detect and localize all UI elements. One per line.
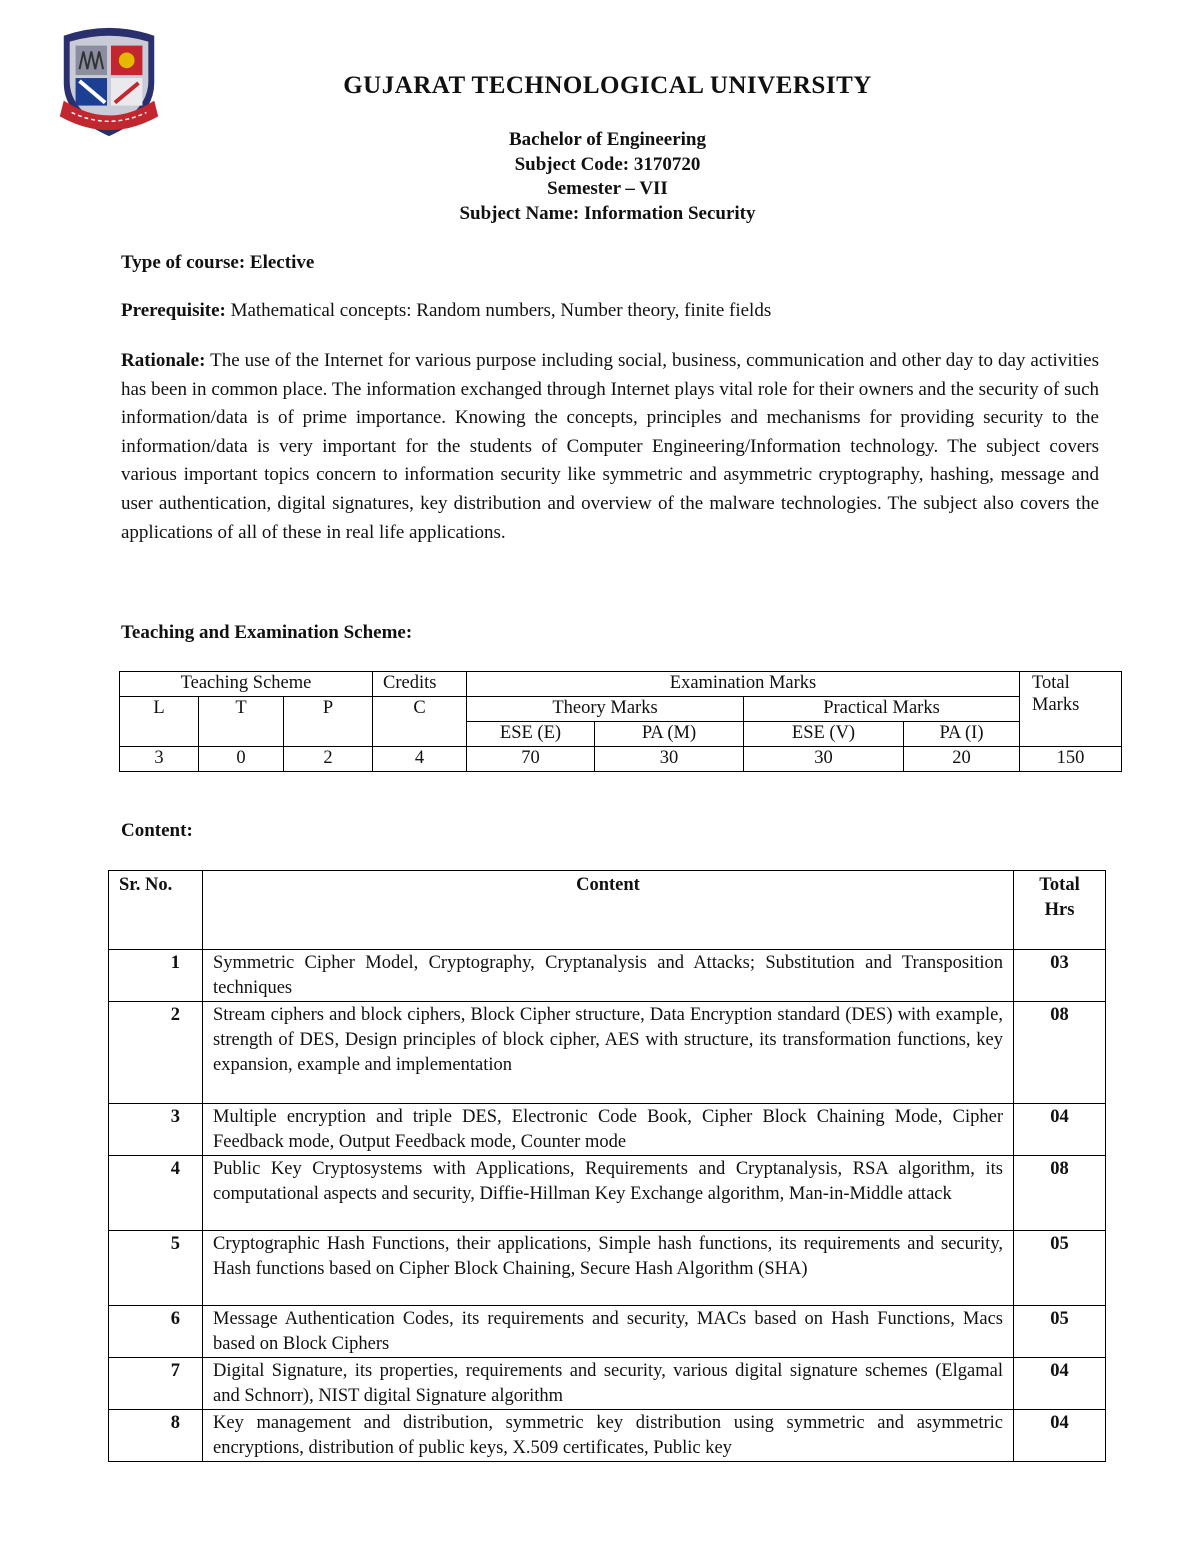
row-hours: 04 [1014, 1104, 1106, 1156]
table-header-cell: ESE (V) [744, 722, 904, 747]
table-row [120, 747, 1122, 772]
table-row [109, 1156, 1106, 1231]
row-content: Public Key Cryptosystems with Applications, Requirements and Cryptanalysis, RSA algorithm, its computational aspects and security, Diffie-Hillman Key Exchange algorithm, Man-in-Middle attack [203, 1156, 1014, 1231]
table-cell: 70 [467, 747, 595, 772]
prerequisite-text: Mathematical concepts: Random numbers, Number theory, finite fields [225, 300, 772, 321]
table-cell: 3 [120, 747, 199, 772]
row-sr-no: 8 [109, 1410, 203, 1462]
col-header-total-hrs [1014, 871, 1106, 950]
table-row [109, 1410, 1106, 1462]
table-row [109, 950, 1106, 1002]
table-cell: 20 [904, 747, 1020, 772]
content-table [108, 870, 1106, 1462]
rationale [121, 347, 1099, 547]
table-cell: 2 [284, 747, 373, 772]
row-hours: 08 [1014, 1002, 1106, 1104]
scheme-heading: Teaching and Examination Scheme: [121, 622, 413, 643]
row-sr-no: 5 [109, 1231, 203, 1306]
row-content: Stream ciphers and block ciphers, Block Cipher structure, Data Encryption standard (DES) with example, strength of DES, Design principles of block cipher, AES with structure, its transformation functions, key expansion, example and implementation [203, 1002, 1014, 1104]
table-header-cell: PA (M) [595, 722, 744, 747]
table-cell: 4 [373, 747, 467, 772]
table-row [109, 1358, 1106, 1410]
total-line-2: Marks [1032, 695, 1080, 715]
table-header-cell: Practical Marks [744, 697, 1020, 722]
table-header-cell: Theory Marks [467, 697, 744, 722]
subject-name: Subject Name: Information Security [459, 202, 756, 224]
table-row [120, 697, 1122, 722]
total-line-1: Total [1032, 673, 1070, 693]
content-heading: Content: [121, 820, 193, 841]
row-content: Cryptographic Hash Functions, their applications, Simple hash functions, its requirements and security, Hash functions based on Cipher Block Chaining, Secure Hash Algorithm (SHA) [203, 1231, 1014, 1306]
table-header-cell: P [284, 697, 373, 747]
course-header [15, 128, 1200, 226]
row-content: Message Authentication Codes, its requirements and security, MACs based on Hash Functions, Macs based on Block Ciphers [203, 1306, 1014, 1358]
table-header-cell: Examination Marks [467, 672, 1020, 697]
subject-code: Subject Code: 3170720 [514, 153, 701, 175]
rationale-text: The use of the Internet for various purpose including social, business, communication and other day to day activities has been in common place. The information exchanged through Internet plays vital role for their owners and the security of such information/data is of prime importance. Knowing the concepts, principles and mechanisms for providing security to the information/data is very important for the students of Computer Engineering/Information technology. The subject covers various important topics concern to information security like symmetric and asymmetric cryptography, hashing, message and user authentication, digital signatures, key distribution and overview of the malware technologies. The subject also covers the applications of all of these in real life applications. [121, 350, 1099, 543]
table-cell: 150 [1020, 747, 1122, 772]
semester: Semester – VII [547, 178, 668, 199]
prerequisite [121, 300, 1099, 322]
row-content: Multiple encryption and triple DES, Electronic Code Book, Cipher Block Chaining Mode, Cipher Feedback mode, Output Feedback mode, Counter mode [203, 1104, 1014, 1156]
table-header-cell: C [373, 697, 467, 747]
table-cell: 30 [595, 747, 744, 772]
university-title: GUJARAT TECHNOLOGICAL UNIVERSITY [343, 72, 872, 99]
row-sr-no: 2 [109, 1002, 203, 1104]
row-hours: 05 [1014, 1231, 1106, 1306]
table-header-cell: PA (I) [904, 722, 1020, 747]
row-content: Symmetric Cipher Model, Cryptography, Cryptanalysis and Attacks; Substitution and Transposition techniques [203, 950, 1014, 1002]
table-header-cell: Credits [373, 672, 467, 697]
table-row [109, 1306, 1106, 1358]
row-content: Digital Signature, its properties, requirements and security, various digital signature schemes (Elgamal and Schnorr), NIST digital Signature algorithm [203, 1358, 1014, 1410]
prerequisite-label: Prerequisite: [121, 300, 226, 321]
table-cell: 0 [199, 747, 284, 772]
table-row [109, 1002, 1106, 1104]
table-header-cell: ESE (E) [467, 722, 595, 747]
row-hours: 05 [1014, 1306, 1106, 1358]
table-row [120, 672, 1122, 697]
table-header-row [109, 871, 1106, 950]
rationale-label: Rationale: [121, 350, 206, 371]
table-row [109, 1104, 1106, 1156]
table-header-cell: L [120, 697, 199, 747]
row-content: Key management and distribution, symmetric key distribution using symmetric and asymmetric encryptions, distribution of public keys, X.509 certificates, Public key [203, 1410, 1014, 1462]
degree: Bachelor of Engineering [508, 129, 707, 150]
row-sr-no: 1 [109, 950, 203, 1002]
row-hours: 04 [1014, 1410, 1106, 1462]
scheme-table [119, 671, 1122, 772]
total-hrs-line-1: Total [1039, 875, 1080, 895]
table-header-cell: Teaching Scheme [120, 672, 373, 697]
row-sr-no: 6 [109, 1306, 203, 1358]
row-hours: 08 [1014, 1156, 1106, 1231]
row-hours: 04 [1014, 1358, 1106, 1410]
table-row [109, 1231, 1106, 1306]
table-cell: 30 [744, 747, 904, 772]
table-header-cell [1020, 672, 1122, 747]
col-header-sr-no: Sr. No. [109, 871, 203, 950]
row-sr-no: 7 [109, 1358, 203, 1410]
row-sr-no: 4 [109, 1156, 203, 1231]
row-sr-no: 3 [109, 1104, 203, 1156]
total-hrs-line-2: Hrs [1044, 900, 1075, 920]
row-hours: 03 [1014, 950, 1106, 1002]
table-header-cell: T [199, 697, 284, 747]
col-header-content: Content [203, 871, 1014, 950]
course-type: Type of course: Elective [121, 252, 315, 273]
